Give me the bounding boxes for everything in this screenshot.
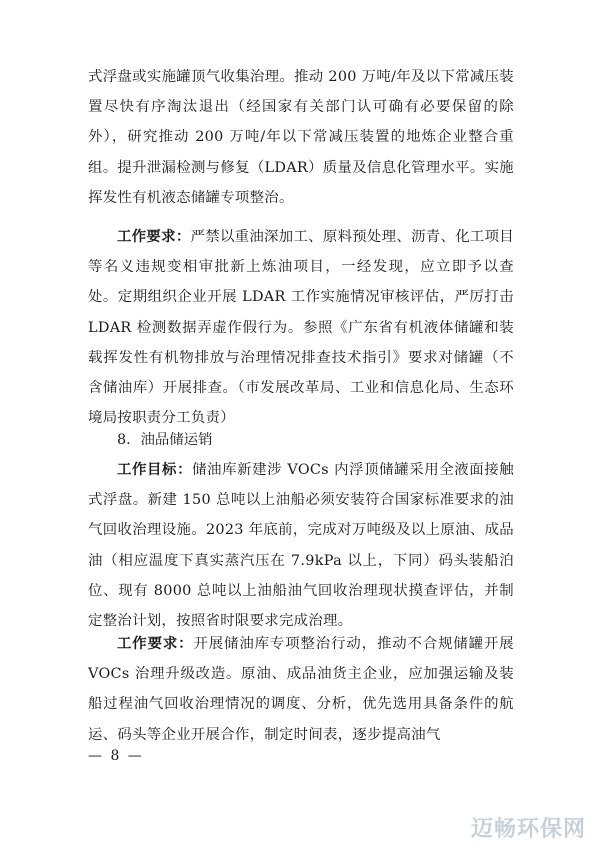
paragraph-4	[88, 629, 514, 750]
paragraph-2-text: 严禁以重油深加工、原料预处理、沥青、化工项目等名义违规变相审批新上炼油项目，一经发现，应立即予以查处。定期组织企业开展 LDAR 工作实施情况审核评估，严厉打击 LDAR 检测数据弄虚作假行为。参照《广东省有机液体储罐和装载挥发性有机物排放与治理情况排查技术指引》要求对储罐（不含储油库）开展排查。（市发展改革局、工业和信息化局、生态环境局按职责分工负责）	[88, 229, 514, 427]
paragraph-4-lead: 工作要求：	[117, 635, 194, 652]
paragraph-1	[88, 62, 514, 213]
page-number: — 8 —	[88, 748, 144, 764]
paragraph-3-lead: 工作目标：	[117, 461, 193, 478]
paragraph-1-text: 式浮盘或实施罐顶气收集治理。推动 200 万吨/年及以下常减压装置尽快有序淘汰退出（经国家有关部门认可确有必要保留的除外），研究推动 200 万吨/年以下常减压装置的地炼企业整合重组。提升泄漏检测与修复（LDAR）质量及信息化管理水平。实施挥发性有机液态储罐专项整治。	[88, 69, 514, 206]
watermark-logo: 迈畅环保网	[470, 817, 586, 842]
paragraph-2	[88, 222, 514, 433]
paragraph-4-text: 开展储油库专项整治行动，推动不合规储罐开展 VOCs 治理升级改造。原油、成品油货主企业，应加强运输及装船过程油气回收治理情况的调度、分析，优先选用具备条件的航运、码头等企业开展合作，制定时间表，逐步提高油气	[88, 636, 514, 743]
section-heading-8: 8．油品储运销	[117, 432, 213, 448]
paragraph-2-lead: 工作要求：	[117, 228, 191, 245]
paragraph-3-text: 储油库新建涉 VOCs 内浮顶储罐采用全液面接触式浮盘。新建 150 总吨以上油船必须安装符合国家标准要求的油气回收治理设施。2023 年底前，完成对万吨级及以上原油、成品油（相应温度下真实蒸汽压在 7.9kPa 以上，下同）码头装船泊位、现有 8000 总吨以上油船油气回收治理现状摸查评估，并制定整治计划，按照省时限要求完成治理。	[88, 462, 514, 630]
paragraph-3	[88, 455, 514, 636]
